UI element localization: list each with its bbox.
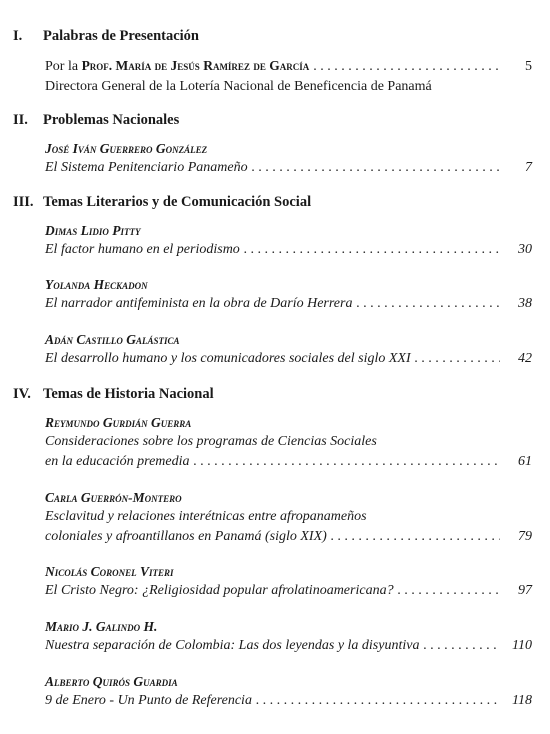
page-number: 30 (518, 242, 532, 257)
dot-leader (398, 581, 500, 601)
entry-prefix: Por la (45, 59, 82, 74)
entry-author: Prof. María de Jesús Ramírez de García (81, 58, 310, 73)
page-number: 38 (518, 296, 532, 311)
page-number: 79 (518, 529, 532, 544)
section-3-heading (13, 194, 532, 211)
page-number: 97 (518, 583, 532, 598)
dot-leader (252, 158, 500, 178)
page-number: 118 (512, 693, 532, 708)
dot-leader (331, 527, 500, 547)
entry-author: Nicolás Coronel Viteri (45, 564, 174, 579)
entry-title-cont: en la educación premedia (45, 454, 190, 469)
entry-title: 9 de Enero - Un Punto de Referencia (45, 693, 252, 708)
section-number: I. (13, 28, 23, 44)
entry-author: Dimas Lidio Pitty (45, 223, 141, 238)
section-number: IV. (13, 386, 31, 402)
entry-author: José Iván Guerrero González (45, 141, 208, 156)
toc-entry (45, 222, 532, 260)
dot-leader (244, 240, 500, 260)
toc-entry (45, 331, 532, 369)
entry-author: Adán Castillo Galástica (45, 332, 180, 347)
entry-title: El desarrollo humano y los comunicadores sociales del siglo XXI (45, 351, 411, 366)
section-title: Palabras de Presentación (43, 28, 199, 44)
entry-title: El narrador antifeminista en la obra de Darío Herrera (45, 296, 353, 311)
toc-entry (45, 57, 532, 97)
section-1-heading (13, 28, 532, 45)
entry-subtitle: Directora General de la Lotería Nacional de Beneficencia de Panamá (45, 79, 432, 94)
entry-title: El Sistema Penitenciario Panameño (45, 160, 248, 175)
entry-title: El Cristo Negro: ¿Religiosidad popular afrolatinoamericana? (45, 583, 394, 598)
dot-leader (313, 57, 500, 77)
section-title: Problemas Nacionales (43, 112, 180, 128)
entry-title: Consideraciones sobre los programas de Ciencias Sociales (45, 434, 377, 449)
entry-title: El factor humano en el periodismo (45, 242, 240, 257)
entry-author: Reymundo Gurdián Guerra (45, 415, 192, 430)
entry-author: Alberto Quirós Guardia (45, 674, 178, 689)
page-number: 5 (525, 59, 532, 74)
dot-leader (256, 691, 500, 711)
toc-entry (45, 489, 532, 547)
entry-title-cont: coloniales y afroantillanos en Panamá (siglo XIX) (45, 529, 327, 544)
entry-title: Esclavitud y relaciones interétnicas entre afropanameños (45, 509, 367, 524)
entry-author: Mario J. Galindo H. (45, 619, 158, 634)
dot-leader (194, 452, 501, 472)
entry-author: Carla Guerrón-Montero (45, 490, 182, 505)
entry-title: Nuestra separación de Colombia: Las dos leyendas y la disyuntiva (45, 638, 420, 653)
section-2-heading (13, 112, 532, 129)
toc-entry (45, 140, 532, 178)
toc-entry (45, 563, 532, 601)
page-number: 42 (518, 351, 532, 366)
section-4-heading (13, 386, 532, 403)
entry-author: Yolanda Heckadon (45, 277, 148, 292)
page-number: 61 (518, 454, 532, 469)
toc-entry (45, 673, 532, 711)
page-number: 110 (512, 638, 532, 653)
dot-leader (415, 349, 500, 369)
section-title: Temas de Historia Nacional (43, 386, 214, 402)
toc-entry (45, 618, 532, 656)
section-title: Temas Literarios y de Comunicación Social (43, 194, 312, 210)
section-number: III. (13, 194, 34, 210)
dot-leader (423, 636, 500, 656)
dot-leader (356, 294, 500, 314)
page-number: 7 (525, 160, 532, 175)
section-number: II. (13, 112, 28, 128)
toc-entry (45, 276, 532, 314)
toc-entry (45, 414, 532, 472)
